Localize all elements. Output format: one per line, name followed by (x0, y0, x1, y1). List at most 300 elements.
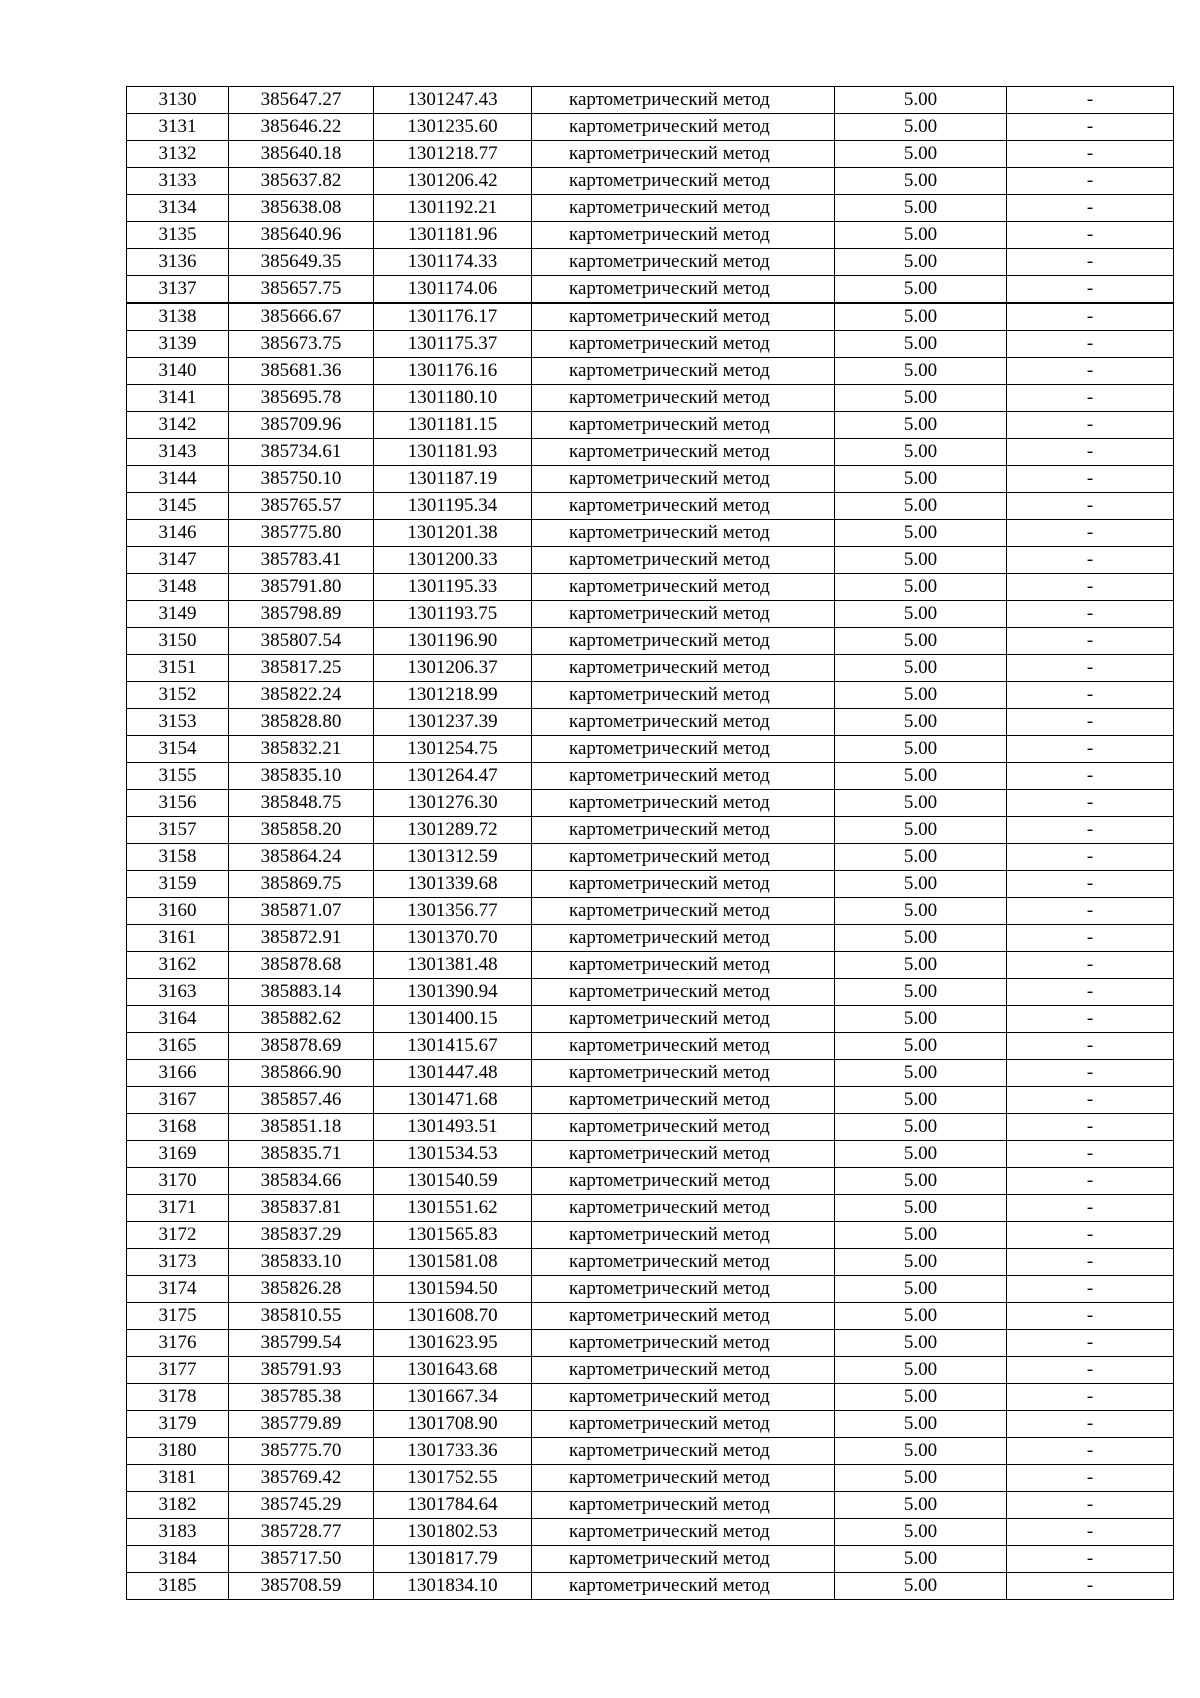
remark-cell: - (1007, 871, 1174, 898)
x-coordinate-cell: 385835.71 (229, 1141, 374, 1168)
point-number-cell: 3184 (127, 1546, 229, 1573)
table-row (127, 1168, 1174, 1195)
accuracy-cell: 5.00 (835, 493, 1007, 520)
x-coordinate-cell: 385791.80 (229, 574, 374, 601)
point-number-cell: 3170 (127, 1168, 229, 1195)
point-number-cell: 3171 (127, 1195, 229, 1222)
x-coordinate-cell: 385872.91 (229, 925, 374, 952)
table-row (127, 1222, 1174, 1249)
method-cell: картометрический метод (532, 1384, 835, 1411)
table-row (127, 952, 1174, 979)
y-coordinate-cell: 1301254.75 (374, 736, 532, 763)
table-row (127, 1519, 1174, 1546)
remark-cell: - (1007, 87, 1174, 114)
remark-cell: - (1007, 493, 1174, 520)
x-coordinate-cell: 385832.21 (229, 736, 374, 763)
y-coordinate-cell: 1301752.55 (374, 1465, 532, 1492)
accuracy-cell: 5.00 (835, 1168, 1007, 1195)
method-cell: картометрический метод (532, 736, 835, 763)
remark-cell: - (1007, 195, 1174, 222)
accuracy-cell: 5.00 (835, 249, 1007, 276)
remark-cell: - (1007, 763, 1174, 790)
point-number-cell: 3144 (127, 466, 229, 493)
y-coordinate-cell: 1301180.10 (374, 385, 532, 412)
x-coordinate-cell: 385709.96 (229, 412, 374, 439)
table-row (127, 412, 1174, 439)
y-coordinate-cell: 1301201.38 (374, 520, 532, 547)
x-coordinate-cell: 385837.29 (229, 1222, 374, 1249)
y-coordinate-cell: 1301200.33 (374, 547, 532, 574)
remark-cell: - (1007, 817, 1174, 844)
x-coordinate-cell: 385857.46 (229, 1087, 374, 1114)
accuracy-cell: 5.00 (835, 1573, 1007, 1600)
remark-cell: - (1007, 1276, 1174, 1303)
method-cell: картометрический метод (532, 493, 835, 520)
y-coordinate-cell: 1301594.50 (374, 1276, 532, 1303)
table-row (127, 466, 1174, 493)
x-coordinate-cell: 385878.69 (229, 1033, 374, 1060)
table-row (127, 1573, 1174, 1600)
accuracy-cell: 5.00 (835, 844, 1007, 871)
remark-cell: - (1007, 385, 1174, 412)
remark-cell: - (1007, 303, 1174, 331)
remark-cell: - (1007, 1060, 1174, 1087)
table-row (127, 141, 1174, 168)
x-coordinate-cell: 385637.82 (229, 168, 374, 195)
remark-cell: - (1007, 1546, 1174, 1573)
point-number-cell: 3173 (127, 1249, 229, 1276)
table-row (127, 168, 1174, 195)
remark-cell: - (1007, 276, 1174, 304)
y-coordinate-cell: 1301174.06 (374, 276, 532, 304)
remark-cell: - (1007, 439, 1174, 466)
method-cell: картометрический метод (532, 1006, 835, 1033)
coordinates-table-wrapper (126, 86, 1174, 1600)
remark-cell: - (1007, 547, 1174, 574)
point-number-cell: 3159 (127, 871, 229, 898)
y-coordinate-cell: 1301174.33 (374, 249, 532, 276)
y-coordinate-cell: 1301540.59 (374, 1168, 532, 1195)
accuracy-cell: 5.00 (835, 1060, 1007, 1087)
x-coordinate-cell: 385640.18 (229, 141, 374, 168)
y-coordinate-cell: 1301802.53 (374, 1519, 532, 1546)
x-coordinate-cell: 385775.70 (229, 1438, 374, 1465)
coordinates-table (126, 86, 1174, 1600)
accuracy-cell: 5.00 (835, 87, 1007, 114)
point-number-cell: 3149 (127, 601, 229, 628)
x-coordinate-cell: 385798.89 (229, 601, 374, 628)
method-cell: картометрический метод (532, 1411, 835, 1438)
x-coordinate-cell: 385783.41 (229, 547, 374, 574)
point-number-cell: 3148 (127, 574, 229, 601)
remark-cell: - (1007, 844, 1174, 871)
point-number-cell: 3165 (127, 1033, 229, 1060)
remark-cell: - (1007, 1087, 1174, 1114)
y-coordinate-cell: 1301667.34 (374, 1384, 532, 1411)
remark-cell: - (1007, 709, 1174, 736)
remark-cell: - (1007, 1141, 1174, 1168)
accuracy-cell: 5.00 (835, 1222, 1007, 1249)
accuracy-cell: 5.00 (835, 1141, 1007, 1168)
point-number-cell: 3154 (127, 736, 229, 763)
method-cell: картометрический метод (532, 303, 835, 331)
x-coordinate-cell: 385883.14 (229, 979, 374, 1006)
point-number-cell: 3183 (127, 1519, 229, 1546)
y-coordinate-cell: 1301218.77 (374, 141, 532, 168)
point-number-cell: 3139 (127, 331, 229, 358)
y-coordinate-cell: 1301192.21 (374, 195, 532, 222)
y-coordinate-cell: 1301235.60 (374, 114, 532, 141)
accuracy-cell: 5.00 (835, 736, 1007, 763)
y-coordinate-cell: 1301834.10 (374, 1573, 532, 1600)
remark-cell: - (1007, 1114, 1174, 1141)
point-number-cell: 3137 (127, 276, 229, 304)
remark-cell: - (1007, 466, 1174, 493)
y-coordinate-cell: 1301289.72 (374, 817, 532, 844)
remark-cell: - (1007, 682, 1174, 709)
accuracy-cell: 5.00 (835, 222, 1007, 249)
accuracy-cell: 5.00 (835, 1411, 1007, 1438)
accuracy-cell: 5.00 (835, 1114, 1007, 1141)
y-coordinate-cell: 1301581.08 (374, 1249, 532, 1276)
point-number-cell: 3132 (127, 141, 229, 168)
x-coordinate-cell: 385817.25 (229, 655, 374, 682)
accuracy-cell: 5.00 (835, 1465, 1007, 1492)
accuracy-cell: 5.00 (835, 439, 1007, 466)
y-coordinate-cell: 1301206.42 (374, 168, 532, 195)
table-row (127, 817, 1174, 844)
accuracy-cell: 5.00 (835, 547, 1007, 574)
method-cell: картометрический метод (532, 628, 835, 655)
y-coordinate-cell: 1301176.16 (374, 358, 532, 385)
remark-cell: - (1007, 1357, 1174, 1384)
y-coordinate-cell: 1301784.64 (374, 1492, 532, 1519)
table-row (127, 358, 1174, 385)
y-coordinate-cell: 1301415.67 (374, 1033, 532, 1060)
x-coordinate-cell: 385785.38 (229, 1384, 374, 1411)
x-coordinate-cell: 385882.62 (229, 1006, 374, 1033)
method-cell: картометрический метод (532, 249, 835, 276)
accuracy-cell: 5.00 (835, 898, 1007, 925)
method-cell: картометрический метод (532, 1546, 835, 1573)
table-row (127, 1330, 1174, 1357)
remark-cell: - (1007, 1033, 1174, 1060)
point-number-cell: 3141 (127, 385, 229, 412)
method-cell: картометрический метод (532, 222, 835, 249)
point-number-cell: 3163 (127, 979, 229, 1006)
x-coordinate-cell: 385657.75 (229, 276, 374, 304)
accuracy-cell: 5.00 (835, 195, 1007, 222)
accuracy-cell: 5.00 (835, 763, 1007, 790)
x-coordinate-cell: 385775.80 (229, 520, 374, 547)
method-cell: картометрический метод (532, 358, 835, 385)
accuracy-cell: 5.00 (835, 466, 1007, 493)
x-coordinate-cell: 385649.35 (229, 249, 374, 276)
table-row (127, 628, 1174, 655)
x-coordinate-cell: 385828.80 (229, 709, 374, 736)
remark-cell: - (1007, 1330, 1174, 1357)
point-number-cell: 3161 (127, 925, 229, 952)
x-coordinate-cell: 385869.75 (229, 871, 374, 898)
point-number-cell: 3169 (127, 1141, 229, 1168)
table-row (127, 493, 1174, 520)
remark-cell: - (1007, 1249, 1174, 1276)
method-cell: картометрический метод (532, 817, 835, 844)
accuracy-cell: 5.00 (835, 412, 1007, 439)
remark-cell: - (1007, 1006, 1174, 1033)
table-row (127, 1465, 1174, 1492)
x-coordinate-cell: 385666.67 (229, 303, 374, 331)
accuracy-cell: 5.00 (835, 1006, 1007, 1033)
method-cell: картометрический метод (532, 87, 835, 114)
method-cell: картометрический метод (532, 114, 835, 141)
table-row (127, 1384, 1174, 1411)
remark-cell: - (1007, 520, 1174, 547)
x-coordinate-cell: 385866.90 (229, 1060, 374, 1087)
point-number-cell: 3180 (127, 1438, 229, 1465)
accuracy-cell: 5.00 (835, 1519, 1007, 1546)
y-coordinate-cell: 1301608.70 (374, 1303, 532, 1330)
accuracy-cell: 5.00 (835, 1303, 1007, 1330)
table-row (127, 249, 1174, 276)
y-coordinate-cell: 1301218.99 (374, 682, 532, 709)
accuracy-cell: 5.00 (835, 520, 1007, 547)
method-cell: картометрический метод (532, 466, 835, 493)
remark-cell: - (1007, 141, 1174, 168)
table-row (127, 709, 1174, 736)
table-row (127, 1087, 1174, 1114)
accuracy-cell: 5.00 (835, 790, 1007, 817)
x-coordinate-cell: 385647.27 (229, 87, 374, 114)
table-row (127, 979, 1174, 1006)
y-coordinate-cell: 1301551.62 (374, 1195, 532, 1222)
x-coordinate-cell: 385791.93 (229, 1357, 374, 1384)
y-coordinate-cell: 1301356.77 (374, 898, 532, 925)
y-coordinate-cell: 1301247.43 (374, 87, 532, 114)
point-number-cell: 3156 (127, 790, 229, 817)
method-cell: картометрический метод (532, 1357, 835, 1384)
table-row (127, 1276, 1174, 1303)
point-number-cell: 3152 (127, 682, 229, 709)
method-cell: картометрический метод (532, 709, 835, 736)
remark-cell: - (1007, 1573, 1174, 1600)
table-row (127, 114, 1174, 141)
method-cell: картометрический метод (532, 547, 835, 574)
point-number-cell: 3155 (127, 763, 229, 790)
point-number-cell: 3178 (127, 1384, 229, 1411)
x-coordinate-cell: 385717.50 (229, 1546, 374, 1573)
x-coordinate-cell: 385765.57 (229, 493, 374, 520)
x-coordinate-cell: 385858.20 (229, 817, 374, 844)
table-row (127, 1006, 1174, 1033)
remark-cell: - (1007, 1411, 1174, 1438)
x-coordinate-cell: 385810.55 (229, 1303, 374, 1330)
point-number-cell: 3157 (127, 817, 229, 844)
point-number-cell: 3145 (127, 493, 229, 520)
accuracy-cell: 5.00 (835, 682, 1007, 709)
x-coordinate-cell: 385695.78 (229, 385, 374, 412)
point-number-cell: 3176 (127, 1330, 229, 1357)
remark-cell: - (1007, 1465, 1174, 1492)
accuracy-cell: 5.00 (835, 1033, 1007, 1060)
point-number-cell: 3138 (127, 303, 229, 331)
accuracy-cell: 5.00 (835, 655, 1007, 682)
accuracy-cell: 5.00 (835, 952, 1007, 979)
method-cell: картометрический метод (532, 1114, 835, 1141)
point-number-cell: 3181 (127, 1465, 229, 1492)
method-cell: картометрический метод (532, 979, 835, 1006)
remark-cell: - (1007, 1492, 1174, 1519)
table-row (127, 763, 1174, 790)
accuracy-cell: 5.00 (835, 276, 1007, 304)
method-cell: картометрический метод (532, 1222, 835, 1249)
method-cell: картометрический метод (532, 1195, 835, 1222)
remark-cell: - (1007, 222, 1174, 249)
remark-cell: - (1007, 249, 1174, 276)
y-coordinate-cell: 1301187.19 (374, 466, 532, 493)
accuracy-cell: 5.00 (835, 1492, 1007, 1519)
accuracy-cell: 5.00 (835, 168, 1007, 195)
table-row (127, 195, 1174, 222)
x-coordinate-cell: 385750.10 (229, 466, 374, 493)
table-row (127, 1411, 1174, 1438)
point-number-cell: 3151 (127, 655, 229, 682)
method-cell: картометрический метод (532, 1519, 835, 1546)
method-cell: картометрический метод (532, 1303, 835, 1330)
method-cell: картометрический метод (532, 168, 835, 195)
table-row (127, 1060, 1174, 1087)
x-coordinate-cell: 385837.81 (229, 1195, 374, 1222)
remark-cell: - (1007, 331, 1174, 358)
x-coordinate-cell: 385681.36 (229, 358, 374, 385)
table-row (127, 520, 1174, 547)
x-coordinate-cell: 385769.42 (229, 1465, 374, 1492)
y-coordinate-cell: 1301400.15 (374, 1006, 532, 1033)
accuracy-cell: 5.00 (835, 628, 1007, 655)
y-coordinate-cell: 1301733.36 (374, 1438, 532, 1465)
point-number-cell: 3172 (127, 1222, 229, 1249)
x-coordinate-cell: 385834.66 (229, 1168, 374, 1195)
method-cell: картометрический метод (532, 1492, 835, 1519)
method-cell: картометрический метод (532, 1168, 835, 1195)
x-coordinate-cell: 385826.28 (229, 1276, 374, 1303)
y-coordinate-cell: 1301447.48 (374, 1060, 532, 1087)
point-number-cell: 3136 (127, 249, 229, 276)
point-number-cell: 3166 (127, 1060, 229, 1087)
method-cell: картометрический метод (532, 1330, 835, 1357)
remark-cell: - (1007, 1168, 1174, 1195)
y-coordinate-cell: 1301181.15 (374, 412, 532, 439)
table-row (127, 844, 1174, 871)
remark-cell: - (1007, 168, 1174, 195)
point-number-cell: 3143 (127, 439, 229, 466)
remark-cell: - (1007, 979, 1174, 1006)
point-number-cell: 3162 (127, 952, 229, 979)
y-coordinate-cell: 1301534.53 (374, 1141, 532, 1168)
method-cell: картометрический метод (532, 898, 835, 925)
y-coordinate-cell: 1301312.59 (374, 844, 532, 871)
y-coordinate-cell: 1301493.51 (374, 1114, 532, 1141)
point-number-cell: 3160 (127, 898, 229, 925)
method-cell: картометрический метод (532, 952, 835, 979)
accuracy-cell: 5.00 (835, 1438, 1007, 1465)
point-number-cell: 3140 (127, 358, 229, 385)
table-row (127, 1114, 1174, 1141)
remark-cell: - (1007, 736, 1174, 763)
accuracy-cell: 5.00 (835, 709, 1007, 736)
point-number-cell: 3131 (127, 114, 229, 141)
accuracy-cell: 5.00 (835, 141, 1007, 168)
method-cell: картометрический метод (532, 195, 835, 222)
table-row (127, 871, 1174, 898)
remark-cell: - (1007, 358, 1174, 385)
method-cell: картометрический метод (532, 763, 835, 790)
method-cell: картометрический метод (532, 1060, 835, 1087)
y-coordinate-cell: 1301175.37 (374, 331, 532, 358)
point-number-cell: 3185 (127, 1573, 229, 1600)
table-row (127, 574, 1174, 601)
y-coordinate-cell: 1301817.79 (374, 1546, 532, 1573)
remark-cell: - (1007, 628, 1174, 655)
method-cell: картометрический метод (532, 925, 835, 952)
table-body (127, 87, 1174, 1600)
remark-cell: - (1007, 1438, 1174, 1465)
table-row (127, 547, 1174, 574)
accuracy-cell: 5.00 (835, 114, 1007, 141)
x-coordinate-cell: 385878.68 (229, 952, 374, 979)
method-cell: картометрический метод (532, 601, 835, 628)
y-coordinate-cell: 1301276.30 (374, 790, 532, 817)
x-coordinate-cell: 385851.18 (229, 1114, 374, 1141)
remark-cell: - (1007, 114, 1174, 141)
x-coordinate-cell: 385728.77 (229, 1519, 374, 1546)
point-number-cell: 3147 (127, 547, 229, 574)
table-row (127, 87, 1174, 114)
y-coordinate-cell: 1301206.37 (374, 655, 532, 682)
remark-cell: - (1007, 1384, 1174, 1411)
method-cell: картометрический метод (532, 790, 835, 817)
method-cell: картометрический метод (532, 1465, 835, 1492)
table-row (127, 439, 1174, 466)
y-coordinate-cell: 1301193.75 (374, 601, 532, 628)
remark-cell: - (1007, 952, 1174, 979)
point-number-cell: 3146 (127, 520, 229, 547)
method-cell: картометрический метод (532, 1573, 835, 1600)
x-coordinate-cell: 385799.54 (229, 1330, 374, 1357)
x-coordinate-cell: 385745.29 (229, 1492, 374, 1519)
remark-cell: - (1007, 412, 1174, 439)
x-coordinate-cell: 385848.75 (229, 790, 374, 817)
method-cell: картометрический метод (532, 655, 835, 682)
x-coordinate-cell: 385807.54 (229, 628, 374, 655)
y-coordinate-cell: 1301181.93 (374, 439, 532, 466)
method-cell: картометрический метод (532, 439, 835, 466)
accuracy-cell: 5.00 (835, 871, 1007, 898)
table-row (127, 1546, 1174, 1573)
remark-cell: - (1007, 1519, 1174, 1546)
method-cell: картометрический метод (532, 1087, 835, 1114)
y-coordinate-cell: 1301708.90 (374, 1411, 532, 1438)
accuracy-cell: 5.00 (835, 817, 1007, 844)
accuracy-cell: 5.00 (835, 1087, 1007, 1114)
x-coordinate-cell: 385864.24 (229, 844, 374, 871)
point-number-cell: 3177 (127, 1357, 229, 1384)
method-cell: картометрический метод (532, 141, 835, 168)
accuracy-cell: 5.00 (835, 1384, 1007, 1411)
point-number-cell: 3142 (127, 412, 229, 439)
remark-cell: - (1007, 574, 1174, 601)
x-coordinate-cell: 385734.61 (229, 439, 374, 466)
